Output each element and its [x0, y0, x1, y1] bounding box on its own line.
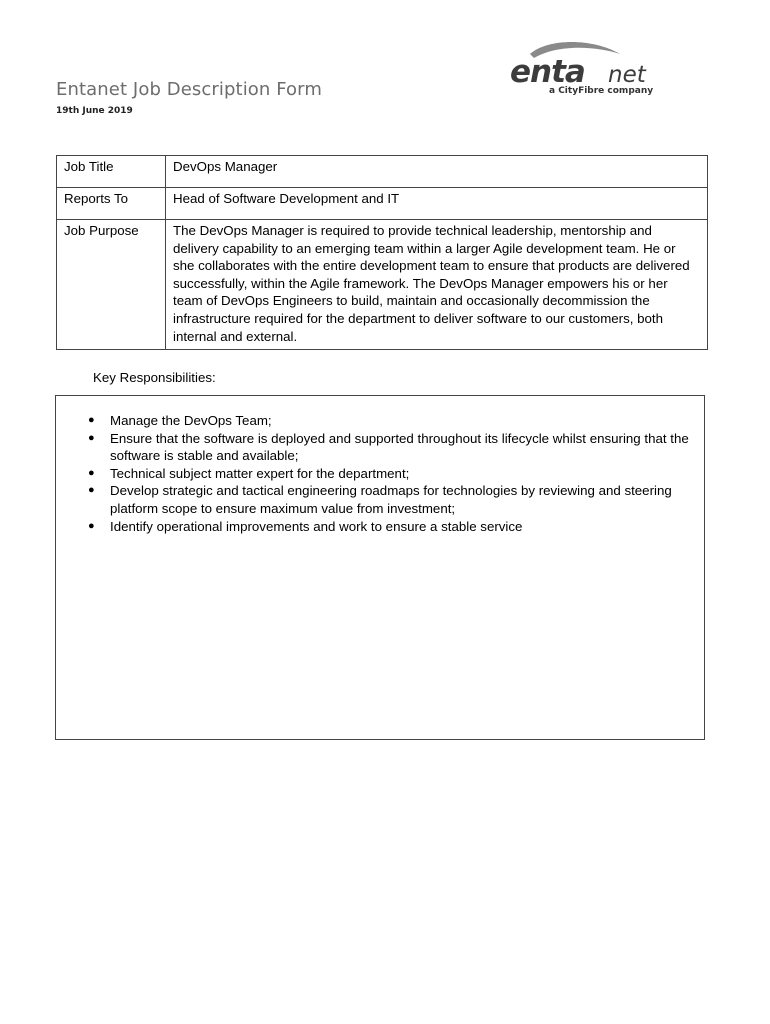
bullet-icon: ●	[88, 519, 95, 532]
logo-wordmark-main: enta	[510, 54, 585, 90]
bullet-icon: ●	[88, 484, 95, 497]
reports-to-label: Reports To	[57, 188, 166, 220]
logo-tagline: a CityFibre company	[549, 86, 654, 96]
bullet-icon: ●	[88, 431, 95, 444]
responsibilities-list	[86, 412, 696, 535]
bullet-icon: ●	[88, 466, 95, 479]
list-item-text: Identify operational improvements and work to ensure a stable service	[110, 518, 523, 534]
bullet-icon: ●	[88, 414, 95, 426]
job-info-table	[56, 155, 708, 350]
key-responsibilities-heading: Key Responsibilities:	[93, 370, 216, 385]
reports-to-value: Head of Software Development and IT	[166, 188, 708, 220]
table-row-job-purpose	[57, 220, 708, 350]
list-item-text: Manage the DevOps Team;	[110, 413, 272, 428]
list-item	[86, 518, 696, 536]
table-row-reports-to	[57, 188, 708, 220]
job-purpose-label: Job Purpose	[57, 220, 166, 350]
list-item-text: Technical subject matter expert for the department;	[110, 465, 410, 481]
list-item	[86, 430, 696, 465]
list-item	[86, 465, 696, 483]
list-item	[86, 482, 696, 517]
job-title-label: Job Title	[57, 156, 166, 188]
job-purpose-value: The DevOps Manager is required to provide technical leadership, mentorship and delivery capability to an emerging team within a larger Agile development team. He or she collaborates with the entire development team to ensure that products are delivered successfully, within the Agile framework. The DevOps Manager empowers his or her team of DevOps Engineers to build, maintain and occasionally decommission the infrastructure required for the department to deliver software to our customers, both internal and external.	[166, 220, 708, 350]
table-row-job-title	[57, 156, 708, 188]
list-item	[86, 412, 696, 430]
form-date: 19th June 2019	[56, 106, 133, 116]
list-item-text: Develop strategic and tactical engineering roadmaps for technologies by reviewing and steering platform scope to ensure maximum value from investment;	[110, 483, 672, 516]
logo-wordmark-suffix: net	[608, 62, 646, 88]
page-title: Entanet Job Description Form	[56, 79, 322, 100]
list-item-text: Ensure that the software is deployed and supported throughout its lifecycle whilst ensuring that the software is stable and available;	[110, 430, 689, 464]
job-title-value: DevOps Manager	[166, 156, 708, 188]
responsibilities-box	[55, 395, 705, 740]
